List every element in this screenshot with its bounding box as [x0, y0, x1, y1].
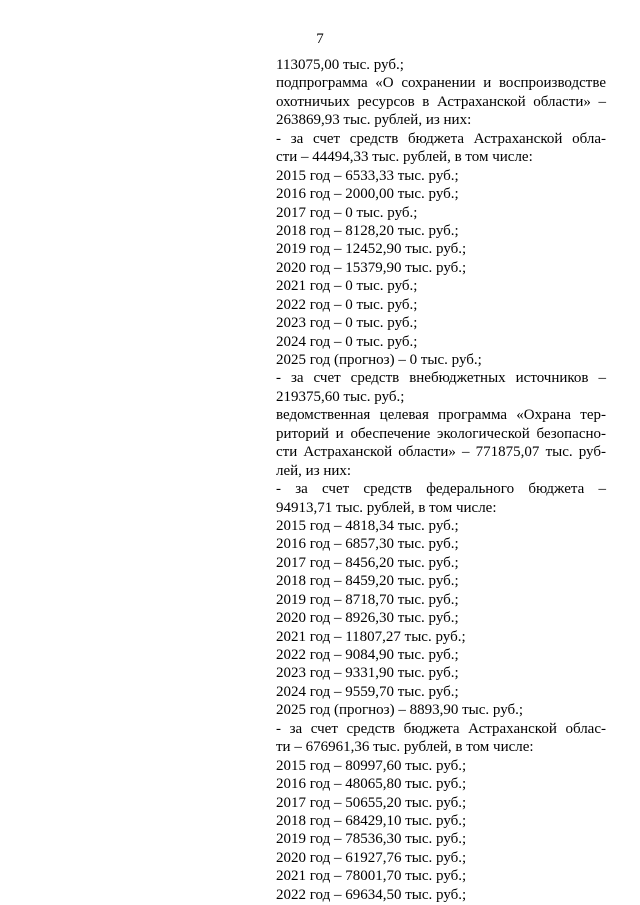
text-line: охотничьих ресурсов в Астраханской области» –	[276, 93, 606, 110]
text-line: 2016 год – 2000,00 тыс. руб.;	[276, 186, 459, 203]
text-line: 2019 год – 12452,90 тыс. руб.;	[276, 241, 467, 258]
text-line: - за счет средств бюджета Астраханской обла-	[276, 130, 606, 147]
text-line: - за счет средств федерального бюджета –	[276, 481, 606, 498]
text-line: 2015 год – 4818,34 тыс. руб.;	[276, 517, 459, 534]
page-number: 7	[316, 31, 324, 47]
text-line: ти – 676961,36 тыс. рублей, в том числе:	[276, 739, 534, 756]
text-line: подпрограмма «О сохранении и воспроизводстве	[276, 75, 606, 92]
text-line: 2021 год – 78001,70 тыс. руб.;	[276, 868, 467, 885]
text-line: ведомственная целевая программа «Охрана тер-	[276, 407, 606, 424]
text-line: 2022 год – 69634,50 тыс. руб.;	[276, 886, 467, 903]
text-line: 2016 год – 6857,30 тыс. руб.;	[276, 536, 459, 553]
text-line: 2024 год – 0 тыс. руб.;	[276, 333, 418, 350]
text-line: 2020 год – 61927,76 тыс. руб.;	[276, 849, 467, 866]
text-line: 2019 год – 8718,70 тыс. руб.;	[276, 591, 459, 608]
text-line: 2015 год – 6533,33 тыс. руб.;	[276, 167, 459, 184]
text-line: 2017 год – 8456,20 тыс. руб.;	[276, 554, 459, 571]
text-line: сти Астраханской области» – 771875,07 тыс. руб-	[276, 444, 606, 461]
text-line: 2025 год (прогноз) – 0 тыс. руб.;	[276, 352, 482, 368]
text-line: риторий и обеспечение экологической безопасно-	[276, 425, 606, 442]
text-line: 2025 год (прогноз) – 8893,90 тыс. руб.;	[276, 702, 524, 719]
text-line: 2021 год – 0 тыс. руб.;	[276, 278, 418, 295]
text-line: 2017 год – 0 тыс. руб.;	[276, 204, 418, 221]
text-line: 263869,93 тыс. рублей, из них:	[276, 112, 472, 129]
text-line: 2023 год – 0 тыс. руб.;	[276, 315, 418, 332]
text-line: 219375,60 тыс. руб.;	[276, 388, 405, 405]
text-line: 2021 год – 11807,27 тыс. руб.;	[276, 628, 466, 645]
text-line: сти – 44494,33 тыс. рублей, в том числе:	[276, 149, 533, 166]
text-line: - за счет средств бюджета Астраханской облас-	[276, 720, 606, 737]
text-line: 2015 год – 80997,60 тыс. руб.;	[276, 757, 467, 774]
text-line: 2023 год – 9331,90 тыс. руб.;	[276, 665, 459, 682]
text-line: 2020 год – 15379,90 тыс. руб.;	[276, 259, 467, 276]
text-line: 2022 год – 9084,90 тыс. руб.;	[276, 647, 459, 663]
text-line: - за счет средств внебюджетных источников –	[276, 370, 606, 387]
text-line: 2018 год – 68429,10 тыс. руб.;	[276, 812, 467, 829]
text-line: лей, из них:	[276, 462, 352, 479]
text-line: 2016 год – 48065,80 тыс. руб.;	[276, 776, 467, 793]
text-line: 2018 год – 8459,20 тыс. руб.;	[276, 573, 459, 590]
text-line: 2022 год – 0 тыс. руб.;	[276, 296, 418, 313]
text-line: 2019 год – 78536,30 тыс. руб.;	[276, 831, 467, 848]
text-line: 94913,71 тыс. рублей, в том числе:	[276, 499, 497, 516]
document-body-text	[276, 56, 606, 904]
text-line: 2017 год – 50655,20 тыс. руб.;	[276, 794, 467, 811]
text-line: 113075,00 тыс. руб.;	[276, 57, 404, 73]
text-line: 2020 год – 8926,30 тыс. руб.;	[276, 610, 459, 627]
text-line: 2024 год – 9559,70 тыс. руб.;	[276, 683, 459, 700]
text-line: 2018 год – 8128,20 тыс. руб.;	[276, 222, 459, 239]
